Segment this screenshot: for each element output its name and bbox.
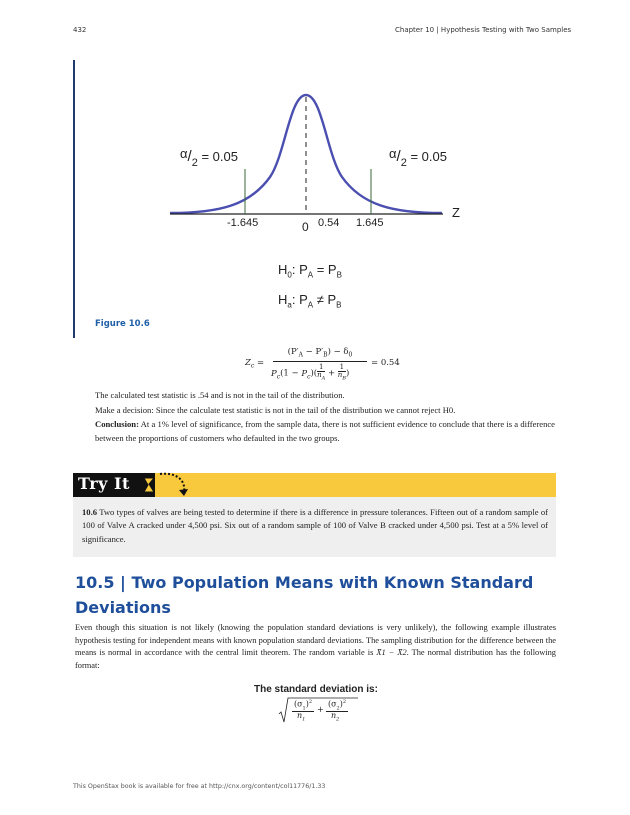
alpha-right-label: $\alpha/_2 = 0.05$: [389, 146, 447, 169]
decision-sentence: Make a decision: Since the calculate test statistic is not in the tail of the distribution we cannot reject H0.: [95, 404, 456, 415]
try-it-box: [73, 497, 556, 557]
try-it-label: Try It: [78, 474, 130, 493]
tick-label-zero: 0: [302, 220, 309, 234]
chapter-title: Chapter 10 | Hypothesis Testing with Two Samples: [395, 26, 572, 34]
section-title: 10.5 | Two Population Means with Known Standard Deviations: [75, 573, 534, 617]
sd-heading: The standard deviation is:: [254, 684, 378, 695]
figure-caption: Figure 10.6: [95, 319, 150, 329]
example-body: [95, 389, 555, 445]
tick-label-neg-1645: -1.645: [227, 217, 259, 229]
z-axis-label: Z: [452, 205, 460, 220]
alternative-hypothesis: $H_a$: $P_A \ne P_B$: [278, 292, 342, 310]
footer-text: This OpenStax book is available for free at http://cnx.org/content/col11776/1.33: [73, 783, 326, 790]
alpha-left-label: $\alpha/_2 = 0.05$: [180, 146, 238, 169]
null-hypothesis: $H_0$: $P_A = P_B$: [278, 262, 342, 280]
tick-label-054: 0.54: [318, 217, 340, 229]
tick-label-pos-1645: 1.645: [356, 217, 384, 229]
section-paragraph: Even though this situation is not likely (knowing the population standard deviations is very unlikely), the following example illustrates hypothesis testing for independent means with known population standard deviations. The sampling distribution for the difference between the means is normal in accordance with the central limit theorem. The random variable is X̄1 − X̄2. The normal distribution has the following format:: [75, 623, 556, 670]
example-accent-bar: [73, 60, 75, 338]
random-variable: X̄1 − X̄2: [376, 648, 407, 658]
page-number: 432: [73, 26, 87, 34]
conclusion-paragraph: Conclusion: At a 1% level of significance, from the sample data, there is not sufficient evidence to conclude that there is a difference between the proportions of customers who defaulted in the two groups.: [95, 419, 555, 443]
result-sentence: The calculated test statistic is .54 and is not in the tail of the distribution.: [95, 390, 345, 400]
try-it-arrow-icon: [140, 470, 192, 498]
try-it-text: 10.6 Two types of valves are being tested to determine if there is a difference in pressure tolerances. Fifteen out of a random sample of 100 of Valve A cracked under 4,500 psi. Six out of a random sample of 100 of Valve B cracked under 4,500 psi. Test at a 5% level of significance.: [82, 507, 548, 544]
